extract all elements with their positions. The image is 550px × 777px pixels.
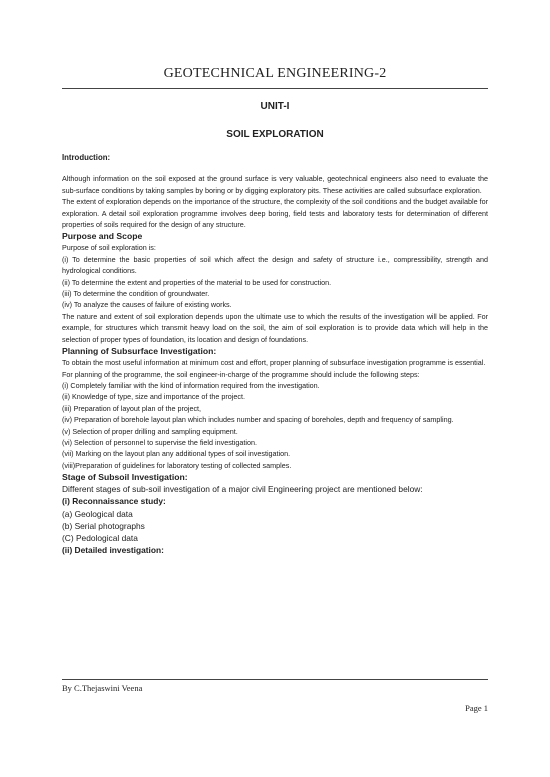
planning-line: (v) Selection of proper drilling and sampling equipment. bbox=[62, 426, 238, 436]
reconnaissance-item: (a) Geological data bbox=[62, 508, 133, 519]
introduction-heading: Introduction: bbox=[62, 153, 111, 162]
stages-intro: Different stages of sub-soil investigation of a major civil Engineering project are mentioned below: bbox=[62, 484, 423, 495]
purpose-line: The nature and extent of soil exploration depends upon the ultimate use to which the results of the investigation will be applied. For example, for structures which transmit heavy load on the soil, the aim of soil exploration is to provide data which will help in the selection of proper types of foundation, its location and design of foundations. bbox=[62, 311, 488, 344]
purpose-line: (iv) To analyze the causes of failure of existing works. bbox=[62, 300, 232, 310]
document-body bbox=[62, 152, 488, 556]
planning-line: To obtain the most useful information at minimum cost and effort, proper planning of subsurface investigation programme is essential. bbox=[62, 358, 486, 368]
planning-line: For planning of the programme, the soil engineer-in-charge of the programme should include the following steps: bbox=[62, 369, 420, 379]
reconnaissance-item: (b) Serial photographs bbox=[62, 520, 145, 531]
reconnaissance-item: (C) Pedological data bbox=[62, 532, 138, 543]
footer-author: By C.Thejaswini Veena bbox=[62, 683, 143, 693]
section-title: SOIL EXPLORATION bbox=[226, 129, 324, 140]
purpose-heading: Purpose and Scope bbox=[62, 231, 143, 242]
page-number: Page 1 bbox=[465, 703, 488, 713]
page-header-title: GEOTECHNICAL ENGINEERING-2 bbox=[163, 66, 387, 81]
planning-line: (iv) Preparation of borehole layout plan which includes number and spacing of boreholes, depth and frequency of sampling. bbox=[62, 415, 454, 425]
planning-line: (vii) Marking on the layout plan any additional types of soil investigation. bbox=[62, 449, 291, 459]
purpose-line: (i) To determine the basic properties of soil which affect the design and safety of structure i.e., compressibility, strength and hydrological conditions. bbox=[62, 254, 488, 276]
planning-heading: Planning of Subsurface Investigation: bbox=[62, 346, 217, 357]
purpose-line: (ii) To determine the extent and properties of the material to be used for construction. bbox=[62, 277, 332, 287]
detailed-investigation-heading: (ii) Detailed investigation: bbox=[62, 545, 164, 556]
planning-line: (i) Completely familiar with the kind of information required from the investigation. bbox=[62, 380, 320, 390]
planning-line: (viii)Preparation of guidelines for laboratory testing of collected samples. bbox=[62, 460, 292, 470]
introduction-paragraph: Although information on the soil exposed at the ground surface is very valuable, geotechnical engineers also need to evaluate the sub-surface conditions by taking samples by boring or by digging exploratory pits. These activities are called subsurface exploration. bbox=[62, 174, 488, 195]
footer-rule bbox=[62, 679, 488, 680]
unit-heading: UNIT-I bbox=[260, 101, 290, 112]
planning-line: (vi) Selection of personnel to supervise the field investigation. bbox=[62, 437, 257, 447]
planning-line: (iii) Preparation of layout plan of the project, bbox=[62, 403, 202, 413]
purpose-line: Purpose of soil exploration is: bbox=[62, 243, 156, 253]
stages-heading: Stage of Subsoil Investigation: bbox=[62, 472, 188, 483]
introduction-paragraph: The extent of exploration depends on the importance of the structure, the complexity of the soil conditions and the budget available for exploration. A detail soil exploration programme involves deep boring, field tests and laboratory tests for determination of different properties of soils required for the design of any structure. bbox=[62, 197, 488, 230]
planning-line: (ii) Knowledge of type, size and importance of the project. bbox=[62, 392, 245, 402]
reconnaissance-heading: (i) Reconnaissance study: bbox=[62, 496, 166, 507]
purpose-line: (iii) To determine the condition of groundwater. bbox=[62, 289, 210, 299]
header-rule bbox=[62, 88, 488, 89]
